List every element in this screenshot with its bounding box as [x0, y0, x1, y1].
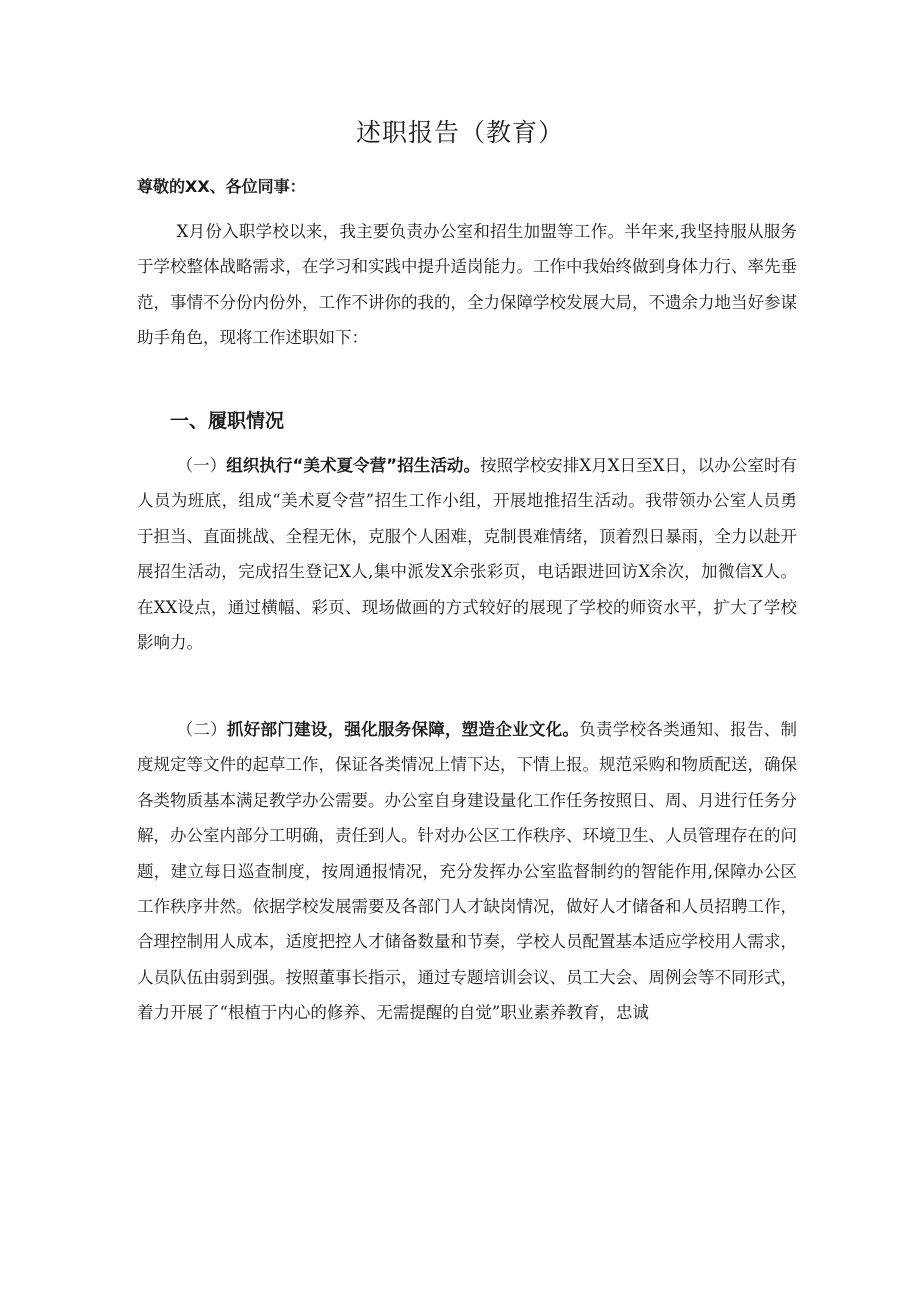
salutation: 尊敬的XX、各位同事： [137, 177, 306, 196]
item-number: （二） [176, 720, 227, 739]
section-item-paragraph [137, 712, 797, 1031]
section-item-paragraph [137, 448, 797, 660]
item-lead: 抓好部门建设，强化服务保障，塑造企业文化。 [226, 720, 580, 739]
item-lead: 组织执行“美术夏令营”招生活动。 [226, 456, 481, 475]
document-title: 述职报告（教育） [355, 118, 564, 147]
section-heading: 一、履职情况 [170, 410, 285, 432]
item-text: 按照学校安排X月X日至X日，以办公室时有人员为班底，组成“美术夏令营”招生工作小组，开展地推招生活动。我带领办公室人员勇于担当、直面挑战、全程无休，克服个人困难，克制畏难情绪，顶着烈日暴雨，全力以赴开展招生活动，完成招生登记X人,集中派发X余张彩页，电话跟进回访X余次，加微信X人。在XX设点，通过横幅、彩页、现场做画的方式较好的展现了学校的师资水平，扩大了学校影响力。 [137, 456, 797, 653]
item-number: （一） [176, 456, 227, 475]
item-text: 负责学校各类通知、报告、制度规定等文件的起草工作，保证各类情况上情下达，下情上报。规范采购和物质配送，确保各类物质基本满足教学办公需要。办公室自身建设量化工作任务按照日、周、月进行任务分解，办公室内部分工明确，责任到人。针对办公区工作秩序、环境卫生、人员管理存在的问题，建立每日巡查制度，按周通报情况，充分发挥办公室监督制约的智能作用,保障办公区工作秩序井然。依据学校发展需要及各部门人才缺岗情况，做好人才储备和人员招聘工作，合理控制用人成本，适度把控人才储备数量和节奏，学校人员配置基本适应学校用人需求，人员队伍由弱到强。按照董事长指示，通过专题培训会议、员工大会、周例会等不同形式，着力开展了“根植于内心的修养、无需提醒的自觉”职业素养教育，忠诚 [137, 720, 798, 1023]
intro-paragraph: X月份入职学校以来，我主要负责办公室和招生加盟等工作。半年来,我坚持服从服务于学校整体战略需求，在学习和实践中提升适岗能力。工作中我始终做到身体力行、率先垂范，事情不分份内份外，工作不讲你的我的，全力保障学校发展大局，不遗余力地当好参谋助手角色，现将工作述职如下： [137, 222, 797, 348]
